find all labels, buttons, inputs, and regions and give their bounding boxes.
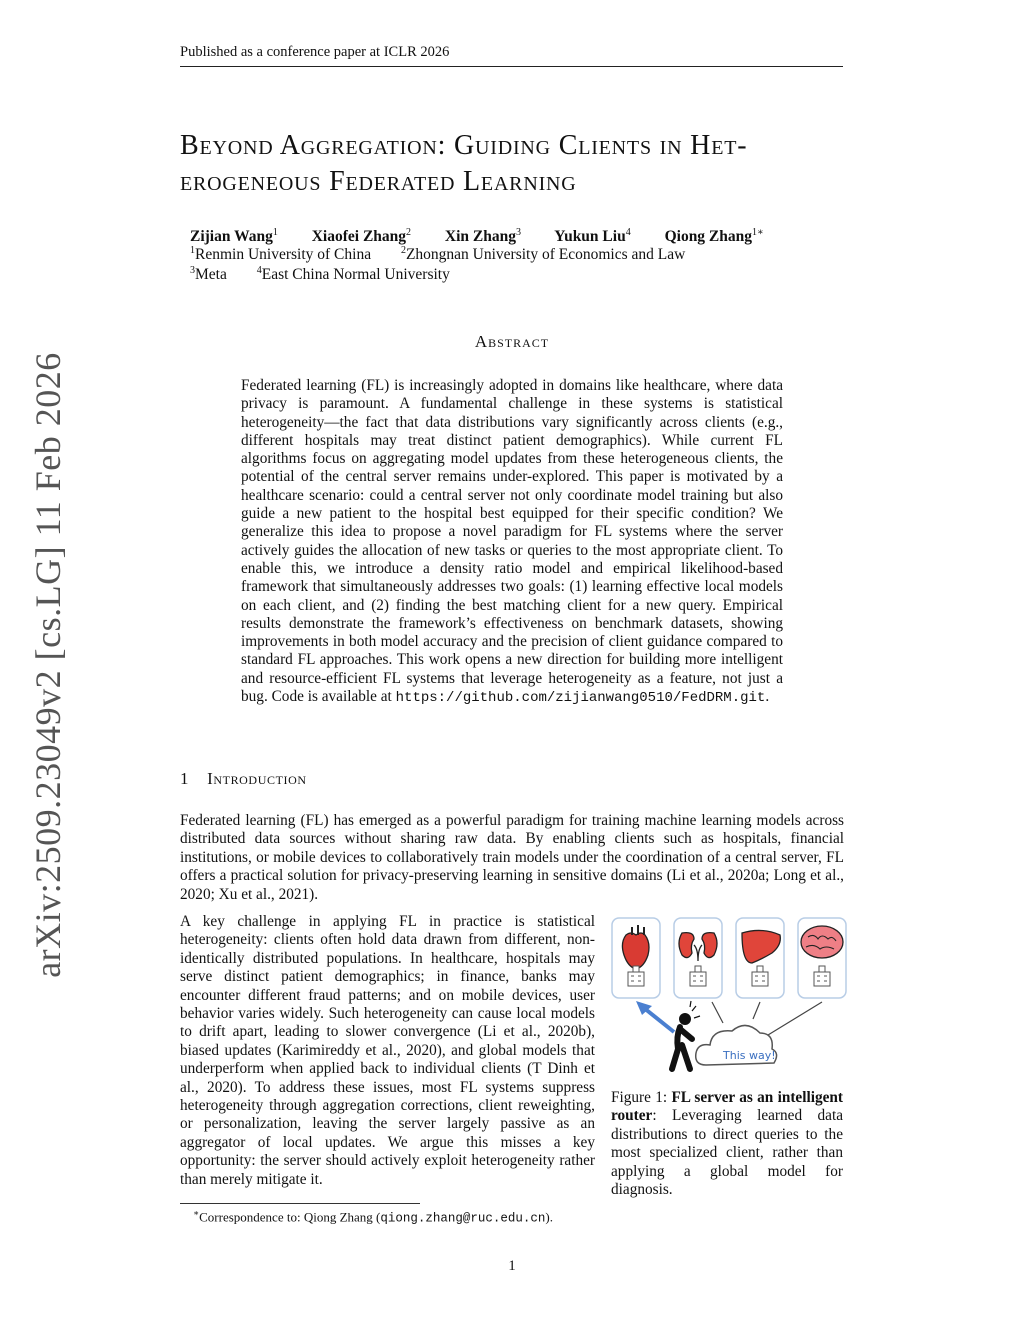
affiliation-line-1 [190,245,685,264]
client-panel-brain [798,918,846,998]
author: Qiong Zhang$^{1∗}$ [664,227,764,246]
affiliation: $^3$Meta [190,265,227,284]
section-heading [180,769,307,789]
client-panel-heart [612,918,660,998]
author: Xin Zhang$^3$ [444,227,521,246]
arxiv-identifier: arXiv:2509.23049v2 [cs.LG] 11 Feb 2026 [28,352,68,978]
caption-text: : Leveraging learned data distributions to direct queries to the most specialized client, rather than applying a global model for diagnosis. [611,1107,843,1199]
cloud-server [696,1025,777,1065]
affiliation: $^2$Zhongnan University of Economics and Law [400,245,686,264]
abstract-heading: Abstract [474,332,550,351]
affiliation-line-2 [190,265,450,284]
author: Yukun Liu$^4$ [554,227,631,246]
caption-label: Figure 1: [611,1089,668,1106]
affiliation: $^4$East China Normal University [256,265,450,284]
abstract-text: Federated learning (FL) is increasingly adopted in domains like healthcare, where data privacy is paramount. A fundamental challenge in these systems is statistical heterogeneity—the fact that data distributions vary significantly across clients (e.g., different hospitals may treat distinct patient demographics). While current FL algorithms focus on aggregating model updates from these heterogeneous clients, the potential of the central server remains under-explored. This paper is motivated by a healthcare scenario: could a central server not only coordinate model training but also guide a new patient to the hospital best equipped for their specific condition? We generalize this idea to propose a novel paradigm for FL systems where the server actively guides the allocation of new tasks or queries to the most appropriate client. To enable this, we introduce a density ratio model and empirical likelihood-based framework that simultaneously addresses two goals: (1) learning effective local models on each client, and (2) finding the best matching client for a new query. Empirical results demonstrate the framework’s effectiveness on benchmark datasets, showing improvements in both model accuracy and the precision of client guidance compared to standard FL approaches. This work opens a new direction for building more intelligent and resource-efficient FL systems that leverage heterogeneity as a feature, not just a bug. Code is available at [241,377,783,706]
footnote: ∗Correspondence to: Qiong Zhang (qiong.zhang@ruc.edu.cn). [193,1208,553,1226]
running-header: Published as a conference paper at ICLR 2026 [180,44,450,60]
page-number: 1 [508,1258,516,1274]
figure-1-illustration [608,915,848,1080]
brain-organ-icon [801,926,843,958]
footnote-email[interactable]: qiong.zhang@ruc.edu.cn [380,1211,546,1226]
title-line-2: erogeneous Federated Learning [180,166,577,197]
client-panel-liver [736,918,784,998]
paper-title [180,128,860,200]
code-link[interactable]: https://github.com/zijianwang0510/FedDRM.git [395,690,766,707]
author: Zijian Wang$^1$ [190,227,278,246]
arxiv-sidebar [18,352,78,978]
route-arrow [636,1001,674,1032]
author: Xiaofei Zhang$^2$ [311,227,412,246]
author-list [190,227,794,246]
caption-bold-title: FL server as an intelligent router [611,1089,843,1125]
abstract-body: Federated learning (FL) is increasingly adopted in domains like healthcare, where data privacy is paramount. A fundamental challenge in these systems is statistical heterogeneity—the fact that data distributions vary significantly across clients (e.g., different hospitals may treat distinct patient demographics). While current FL algorithms focus on aggregating model updates from these heterogeneous clients, the potential of the central server remains under-explored. This paper is motivated by a healthcare scenario: could a central server not only coordinate model training but also guide a new patient to the hospital best equipped for their specific condition? We generalize this idea to propose a novel paradigm for FL systems where the server actively guides the allocation of new tasks or queries to the most appropriate client. To enable this, we introduce a density ratio model and empirical likelihood-based framework that simultaneously addresses two goals: (1) learning effective local models on each client, and (2) finding the best matching client for a new query. Empirical results demonstrate the framework’s effectiveness on benchmark datasets, showing improvements in both model accuracy and the precision of client guidance compared to standard FL approaches. This work opens a new direction for building more intelligent and resource-efficient FL systems that leverage heterogeneity as a feature, not just a bug. Code is available at https://github.com/zijianwang0510/FedDRM.git. [241,377,783,707]
header-rule [180,66,843,67]
footnote-rule [180,1203,420,1204]
intro-paragraph-2: A key challenge in applying FL in practice is statistical heterogeneity: clients often hold data drawn from different, non-identically distributed populations. In healthcare, hospitals may serve distinct patient demographics; in finance, banks may encounter different fraud patterns; and on mobile devices, user behavior varies widely. Such heterogeneity can cause local models to drift apart, leading to slower convergence (Li et al., 2020b), biased updates (Karimireddy et al., 2020), and global models that underperform when applied back to individual clients (T Dinh et al., 2020). To address these issues, most FL systems suppress heterogeneity through aggregation corrections, client reweighting, or personalization, leaving the server largely passive as an aggregator of local updates. We argue this misses a key opportunity: the server should actively exploit heterogeneity rather than merely mitigate it. [180,913,595,1188]
kidney-organ-icon [679,933,694,958]
cloud-label: This way! [723,1049,776,1062]
section-number: 1 [180,769,190,788]
client-panel-kidney [674,918,722,998]
affiliation: $^1$Renmin University of China [190,245,372,264]
intro-paragraph-1: Federated learning (FL) has emerged as a powerful paradigm for training machine learning models across distributed data sources without sharing raw data. By enabling clients such as hospitals, financial institutions, or mobile devices to collaboratively train models under the coordination of a central server, FL offers a practical solution for privacy-preserving learning in sensitive domains (Li et al., 2020a; Long et al., 2020; Xu et al., 2021). [180,812,844,903]
title-line-1: Beyond Aggregation: Guiding Clients in Het- [180,130,748,161]
section-title: Introduction [207,769,307,788]
figure-caption [611,1089,843,1199]
